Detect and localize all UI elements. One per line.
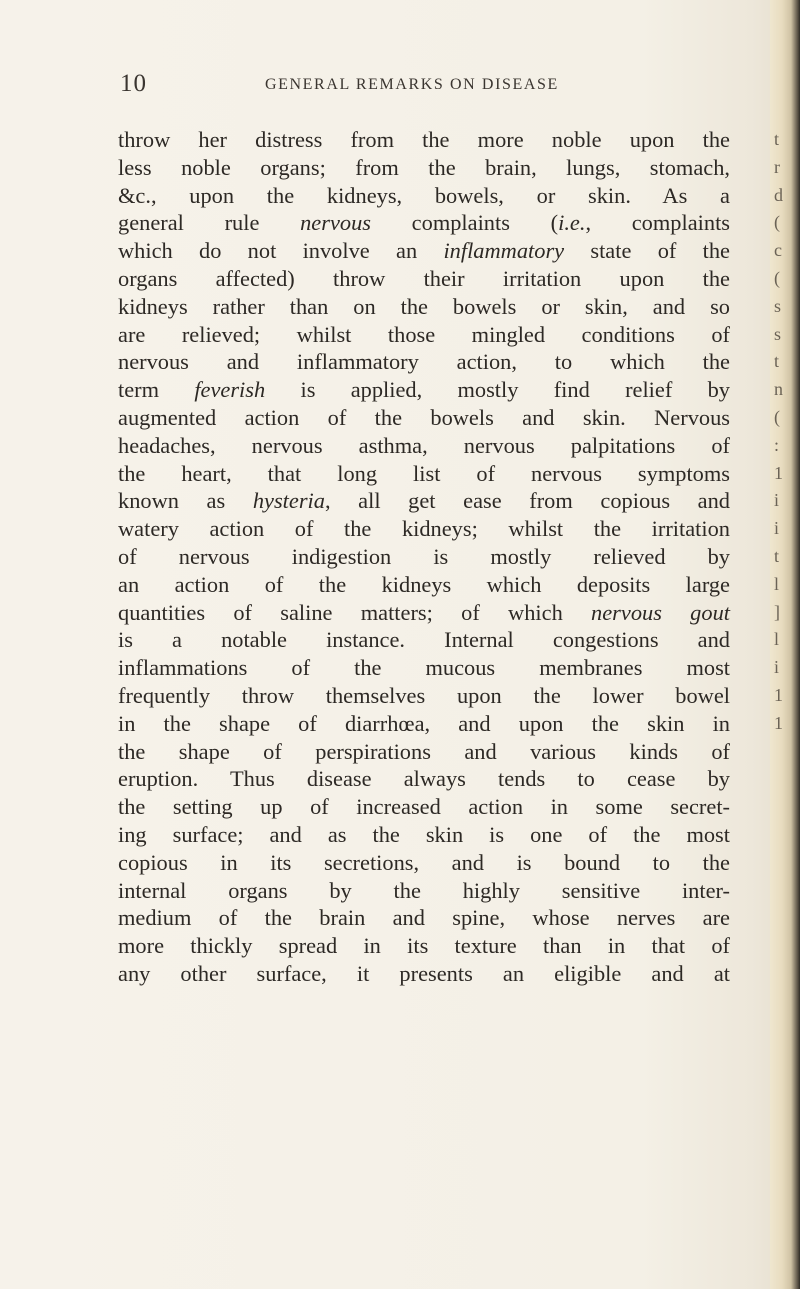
- text-line: [118, 821, 730, 849]
- text-line: [118, 182, 730, 210]
- edge-fragment: c: [774, 240, 782, 261]
- text-segment: headaches, nervous asthma, nervous palpitations of: [118, 432, 730, 458]
- text-segment: the setting up of increased action in some secret-: [118, 794, 730, 820]
- text-line: [118, 877, 730, 905]
- edge-fragment: 1: [774, 684, 783, 705]
- text-segment: the heart, that long list of nervous symptoms: [118, 460, 730, 486]
- text-line: [118, 293, 730, 321]
- page-header: [120, 70, 660, 100]
- text-segment: less noble organs; from the brain, lungs, stomach,: [118, 154, 730, 180]
- text-segment: throw her distress from the more noble upon the: [118, 127, 730, 152]
- edge-fragment: s: [774, 323, 782, 344]
- text-line: [118, 487, 730, 515]
- edge-fragment: (: [774, 212, 780, 233]
- text-segment: in the shape of diarrhœa, and upon the skin in: [118, 710, 730, 736]
- edge-fragment: i: [774, 490, 780, 511]
- text-line: [118, 932, 730, 960]
- text-line: [118, 209, 730, 237]
- text-line: [118, 960, 730, 988]
- edge-fragment: t: [774, 351, 780, 372]
- text-line: [118, 654, 730, 682]
- edge-fragment: ]: [774, 601, 780, 622]
- italic-term: nervous: [300, 210, 371, 236]
- text-line: [118, 710, 730, 738]
- text-segment: , complaints: [585, 210, 731, 236]
- edge-fragment: l: [774, 629, 780, 650]
- text-line: [118, 543, 730, 571]
- text-line: [118, 904, 730, 932]
- edge-fragment: i: [774, 657, 780, 678]
- text-segment: are relieved; whilst those mingled conditions of: [118, 321, 730, 347]
- text-segment: frequently throw themselves upon the lower bowel: [118, 682, 730, 708]
- text-line: [118, 265, 730, 293]
- edge-fragment: :: [774, 434, 780, 455]
- edge-fragment: i: [774, 518, 780, 539]
- text-segment: is applied, mostly find relief by: [265, 377, 730, 403]
- text-segment: eruption. Thus disease always tends to cease by: [118, 766, 730, 792]
- text-segment: is a notable instance. Internal congestions and: [118, 627, 730, 653]
- edge-fragment: d: [774, 184, 783, 205]
- text-segment: , all get ease from copious and: [324, 488, 730, 514]
- edge-fragment: 1: [774, 712, 783, 733]
- text-segment: ing surface; and as the skin is one of the most: [118, 821, 730, 847]
- text-line: [118, 460, 730, 488]
- text-segment: augmented action of the bowels and skin. Nervous: [118, 404, 730, 430]
- text-line: [118, 738, 730, 766]
- italic-term: feverish: [194, 377, 266, 403]
- text-line: [118, 849, 730, 877]
- italic-term: i.e.: [558, 210, 586, 236]
- edge-fragment: (: [774, 267, 780, 288]
- text-line: [118, 348, 730, 376]
- italic-term: nervous gout: [591, 599, 730, 625]
- text-segment: watery action of the kidneys; whilst the irritation: [118, 516, 730, 542]
- text-segment: complaints (: [370, 210, 559, 236]
- text-segment: general rule: [118, 210, 301, 236]
- text-line: [118, 682, 730, 710]
- text-segment: the shape of perspirations and various kinds of: [118, 738, 730, 764]
- edge-fragment: l: [774, 573, 780, 594]
- edge-fragment: t: [774, 545, 780, 566]
- text-line: [118, 765, 730, 793]
- text-line: [118, 376, 730, 404]
- text-segment: &c., upon the kidneys, bowels, or skin. As a: [118, 182, 730, 208]
- text-line: [118, 321, 730, 349]
- text-segment: kidneys rather than on the bowels or skin, and so: [118, 293, 730, 319]
- italic-term: hysteria: [252, 488, 325, 514]
- text-segment: an action of the kidneys which deposits large: [118, 571, 730, 597]
- text-segment: known as: [118, 488, 253, 514]
- italic-term: inflammatory: [443, 238, 565, 264]
- edge-fragment: r: [774, 156, 780, 177]
- text-line: [118, 237, 730, 265]
- text-line: [118, 432, 730, 460]
- text-segment: state of the: [564, 238, 730, 264]
- text-line: [118, 404, 730, 432]
- text-line: [118, 515, 730, 543]
- text-segment: term: [118, 377, 195, 403]
- text-segment: nervous and inflammatory action, to which the: [118, 349, 730, 375]
- text-line: [118, 599, 730, 627]
- text-segment: which do not involve an: [118, 238, 444, 264]
- text-line: [118, 626, 730, 654]
- edge-fragment: 1: [774, 462, 783, 483]
- text-segment: medium of the brain and spine, whose nerves are: [118, 905, 730, 931]
- text-line: [118, 571, 730, 599]
- edge-fragment: t: [774, 129, 780, 149]
- adjacent-page-edge: [770, 0, 800, 1289]
- text-segment: quantities of saline matters; of which: [118, 599, 592, 625]
- text-line: [118, 154, 730, 182]
- running-head: GENERAL REMARKS ON DISEASE: [265, 76, 559, 93]
- text-segment: organs affected) throw their irritation upon the: [118, 265, 730, 291]
- adjacent-page-fragments: [774, 126, 786, 738]
- page-number: 10: [120, 70, 147, 97]
- text-line: [118, 793, 730, 821]
- text-segment: more thickly spread in its texture than in that of: [118, 933, 730, 959]
- text-line: [118, 126, 730, 154]
- text-segment: internal organs by the highly sensitive inter-: [118, 877, 730, 903]
- edge-fragment: (: [774, 406, 780, 427]
- body-text: [118, 126, 730, 988]
- edge-fragment: n: [774, 379, 783, 400]
- text-segment: any other surface, it presents an eligible and at: [118, 960, 730, 986]
- text-segment: inflammations of the mucous membranes most: [118, 655, 730, 681]
- text-segment: of nervous indigestion is mostly relieved by: [118, 543, 730, 569]
- edge-fragment: s: [774, 295, 782, 316]
- text-segment: copious in its secretions, and is bound to the: [118, 849, 730, 875]
